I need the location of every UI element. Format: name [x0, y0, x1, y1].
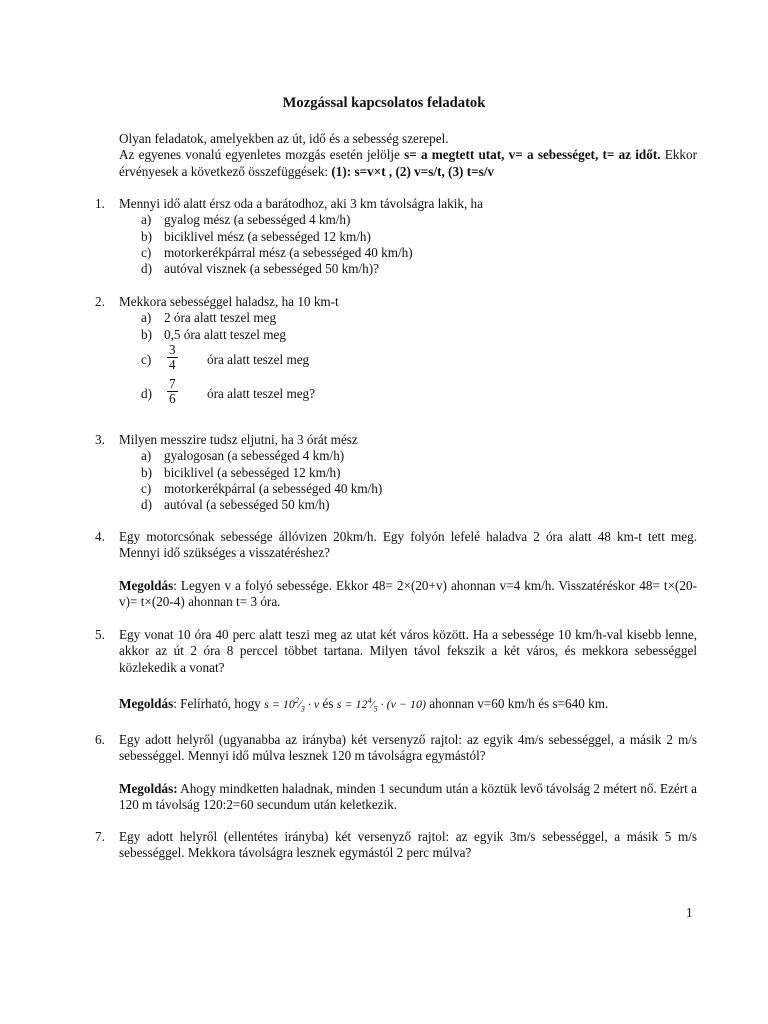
- solution-text: : Felírható, hogy: [173, 695, 265, 711]
- sub-item-label: a): [141, 310, 152, 326]
- intro-relations-text: Ekkor érvényesek a következő összefüggések:: [119, 147, 697, 179]
- equation-rest: · (v − 10): [380, 696, 426, 711]
- sub-item: [141, 310, 697, 326]
- sub-item: [141, 327, 697, 343]
- problem-text: Mekkora sebességgel haladsz, ha 10 km-t: [119, 294, 339, 309]
- fraction-numerator: 3: [169, 341, 176, 357]
- equation-frac-numerator: 2: [294, 695, 299, 705]
- equation-mixed-whole: = 10: [268, 696, 295, 711]
- problem-text: Egy vonat 10 óra 40 perc alatt teszi meg az utat két város között. Ha a sebessége 10 km/h-val kisebb lenne, akkor az út 2 óra 8 perccel többet tartana. Milyen távol fekszik a két város, és mekkora sebességgel közlekedik a vonat?: [119, 627, 697, 675]
- problem-6: [95, 732, 697, 813]
- problem-text: Egy motorcsónak sebessége állóvizen 20km/h. Egy folyón lefelé haladva 2 óra alatt 48 km-t tett meg. Mennyi idő szükséges a visszatéréshez?: [119, 529, 697, 561]
- equation-1: $s = 10^2⁄_3 \cdot v$: [264, 695, 320, 714]
- solution-label: Megoldás: [119, 695, 174, 711]
- intro-line-1: Olyan feladatok, amelyekben az út, idő és a sebesség szerepel.: [119, 131, 449, 146]
- equation-variable: s: [264, 696, 269, 711]
- problem-number: 3.: [95, 432, 105, 447]
- equation-frac-numerator: 4: [367, 695, 372, 705]
- solution-text: : Legyen v a folyó sebessége. Ekkor 48= 2×(20+v) ahonnan v=4 km/h. Visszatéréskor 48= t×(20-v)= t×(20-4) ahonnan t= 3 óra.: [119, 577, 697, 609]
- equation-mixed-whole: = 12: [341, 696, 368, 711]
- page-title: Mozgással kapcsolatos feladatok: [282, 95, 486, 111]
- sub-item-label: c): [141, 480, 152, 496]
- problem-4: [95, 529, 697, 610]
- sub-item-text: gyalogosan (a sebességed 4 km/h): [164, 448, 345, 464]
- sub-item: [141, 261, 697, 277]
- sub-item-label: c): [141, 244, 152, 260]
- problem-text: Mennyi idő alatt érsz oda a barátodhoz, aki 3 km távolságra lakik, ha: [119, 196, 484, 211]
- problem-1: [95, 196, 697, 277]
- sub-item-text: motorkerékpárral mész (a sebességed 40 km/h): [164, 244, 413, 260]
- sub-item-label: b): [141, 326, 152, 342]
- sub-item-text: biciklivel (a sebességed 12 km/h): [164, 464, 341, 480]
- sub-item: [141, 245, 697, 261]
- equation-rest: · v: [307, 696, 320, 711]
- equation-2: $s = 12^4⁄_5 \cdot (v - 10)$: [336, 695, 426, 714]
- sub-item-label: c): [141, 351, 152, 367]
- sub-item-label: d): [141, 497, 152, 513]
- sub-item-text: autóval visznek (a sebességed 50 km/h)?: [164, 261, 379, 277]
- sub-item: [141, 212, 697, 228]
- intro-definition-text: Az egyenes vonalú egyenletes mozgás esetén jelölje: [119, 147, 405, 163]
- problem-text: Egy adott helyről (ellentétes irányba) két versenyző rajtol: az egyik 3m/s sebességgel, a másik 5 m/s sebességgel. Mekkora távolságra lesznek egymástól 2 perc múlva?: [119, 829, 697, 861]
- intro-definitions: s= a megtett utat, v= a sebességet, t= az időt.: [404, 147, 661, 163]
- sub-item-text: 0,5 óra alatt teszel meg: [164, 326, 286, 342]
- sub-item-text: óra alatt teszel meg: [207, 351, 310, 367]
- sub-item-label: d): [141, 261, 152, 277]
- sub-item-label: d): [141, 385, 152, 401]
- problem-7: [95, 829, 697, 862]
- problem-number: 5.: [95, 627, 105, 642]
- fraction-denominator: 6: [169, 390, 176, 406]
- problem-number: 7.: [95, 829, 105, 844]
- solution: [119, 781, 697, 814]
- solution-text: Ahogy mindketten haladnak, minden 1 secundum után a köztük levő távolság 2 métert nő. Ezért a 120 m távolság 120:2=60 secundum után keletkezik.: [119, 780, 697, 812]
- sub-item: [141, 481, 697, 497]
- sub-item-text: motorkerékpárral (a sebességed 40 km/h): [164, 480, 383, 496]
- problem-3: [95, 432, 697, 513]
- solution-result: ahonnan v=60 km/h és s=640 km.: [426, 695, 609, 711]
- sub-item: [141, 497, 697, 513]
- solution-label: Megoldás: [119, 577, 174, 593]
- problem-number: 2.: [95, 294, 105, 309]
- fraction: [167, 343, 178, 372]
- sub-item-text: gyalog mész (a sebességed 4 km/h): [164, 212, 351, 228]
- fraction-denominator: 4: [169, 356, 176, 372]
- sub-item: [141, 465, 697, 481]
- problem-number: 1.: [95, 196, 105, 211]
- problem-text: Milyen messzire tudsz eljutni, ha 3 órát mész: [119, 432, 358, 447]
- solution-label: Megoldás:: [119, 780, 178, 796]
- sub-item-text: autóval (a sebességed 50 km/h): [164, 497, 330, 513]
- sub-item: [141, 377, 697, 411]
- solution: [119, 693, 697, 718]
- equation-frac-denominator: 5: [373, 704, 378, 714]
- sub-item-label: b): [141, 228, 152, 244]
- equation-variable: s: [336, 696, 342, 711]
- equation-frac-denominator: 3: [300, 704, 305, 714]
- problem-5: [95, 627, 697, 718]
- fraction: [167, 377, 178, 406]
- sub-item-label: a): [141, 212, 152, 228]
- sub-item: [141, 343, 697, 377]
- problem-number: 4.: [95, 529, 105, 544]
- sub-item-text: óra alatt teszel meg?: [207, 385, 316, 401]
- sub-item-label: b): [141, 464, 152, 480]
- sub-item-text: biciklivel mész (a sebességed 12 km/h): [164, 228, 371, 244]
- fraction-numerator: 7: [169, 375, 176, 391]
- problem-text: Egy adott helyről (ugyanabba az irányba) két versenyző rajtol: az egyik 4m/s sebességgel, a másik 2 m/s sebességgel. Mennyi idő múlva lesznek 120 m távolságra egymástól?: [119, 732, 697, 764]
- problem-number: 6.: [95, 732, 105, 747]
- sub-item: [141, 448, 697, 464]
- solution: [119, 578, 697, 611]
- intro-formulas: (1): s=v×t , (2) v=s/t, (3) t=s/v: [331, 163, 495, 179]
- page-number: 1: [686, 905, 693, 920]
- equation-conjunction: és: [319, 695, 337, 711]
- sub-item-text: 2 óra alatt teszel meg: [164, 310, 277, 326]
- intro-paragraph: [119, 131, 697, 180]
- sub-item: [141, 229, 697, 245]
- problem-2: [95, 294, 697, 411]
- intro-line-2: [119, 147, 697, 180]
- sub-item-label: a): [141, 448, 152, 464]
